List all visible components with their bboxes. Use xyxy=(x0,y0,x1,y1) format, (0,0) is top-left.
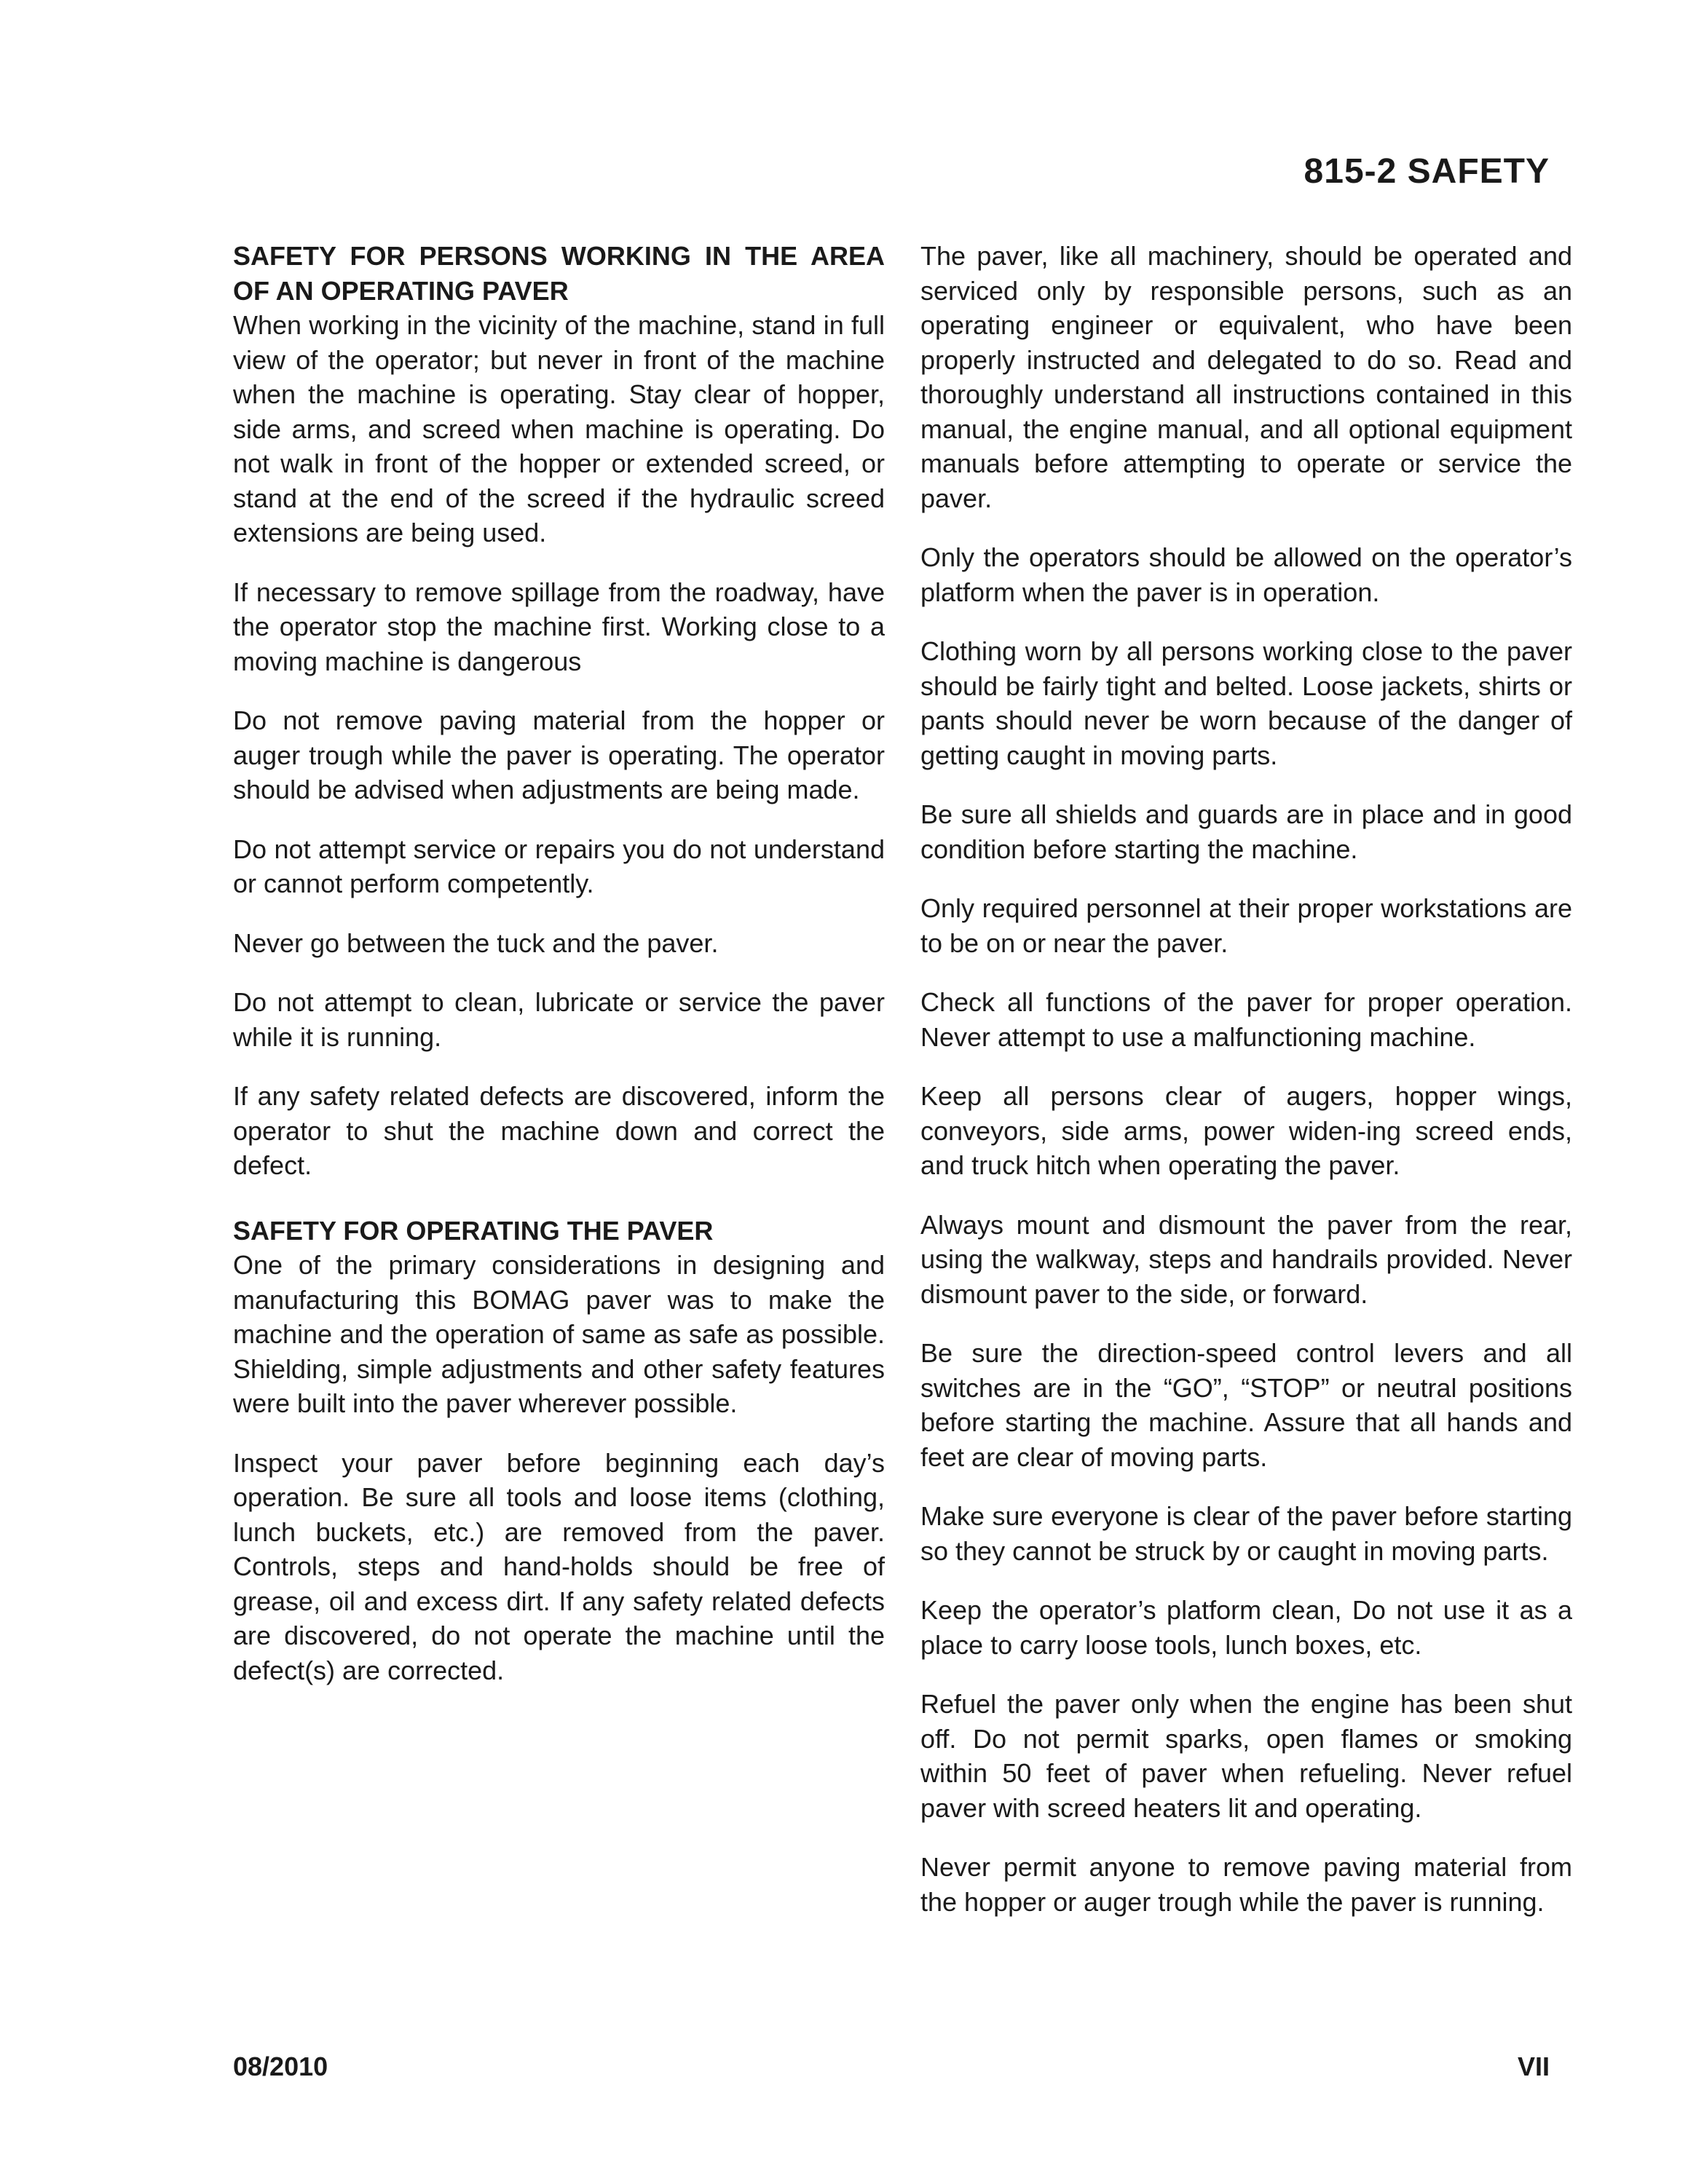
paragraph: Make sure everyone is clear of the paver before starting so they cannot be struck by or caught in moving parts. xyxy=(920,1501,1572,1566)
paragraph: Refuel the paver only when the engine has been shut off. Do not permit sparks, open flames or smoking within 50 feet of paver when refueling. Never refuel paver with screed heaters lit and operating. xyxy=(920,1689,1572,1823)
paragraph: Only the operators should be allowed on the operator’s platform when the paver is in operation. xyxy=(920,542,1572,607)
paragraph: Never go between the tuck and the paver. xyxy=(233,927,719,958)
right-column xyxy=(920,239,1572,1944)
section-heading-operating: SAFETY FOR OPERATING THE PAVER xyxy=(233,1215,714,1246)
paragraph: Inspect your paver before beginning each day’s operation. Be sure all tools and loose items (clothing, lunch buckets, etc.) are removed from the paver. Controls, steps and hand-holds should be free of grease, oil and excess dirt. If any safety related defects are discovered, do not operate the machine until the defect(s) are corrected. xyxy=(233,1447,885,1685)
paragraph: Always mount and dismount the paver from the rear, using the walkway, steps and handrails provided. Never dismount paver to the side, or forward. xyxy=(920,1209,1572,1309)
paragraph: Clothing worn by all persons working close to the paver should be fairly tight and belted. Loose jackets, shirts or pants should never be worn because of the danger of getting caught in moving parts. xyxy=(920,636,1572,770)
paragraph: Do not attempt to clean, lubricate or service the paver while it is running. xyxy=(233,987,885,1052)
paragraph: Keep the operator’s platform clean, Do not use it as a place to carry loose tools, lunch boxes, etc. xyxy=(920,1595,1572,1660)
paragraph: When working in the vicinity of the machine, stand in full view of the operator; but never in front of the machine when the machine is operating. Stay clear of hopper, side arms, and screed when machine is operating. Do not walk in front of the hopper or extended screed, or stand at the end of the screed if the hydraulic screed extensions are being used. xyxy=(233,310,885,547)
paragraph: Be sure all shields and guards are in place and in good condition before starting the machine. xyxy=(920,799,1572,864)
paragraph: Keep all persons clear of augers, hopper wings, conveyors, side arms, power widen-ing screed ends, and truck hitch when operating the paver. xyxy=(920,1081,1572,1180)
section-heading-persons: SAFETY FOR PERSONS WORKING IN THE AREA OF AN OPERATING PAVER xyxy=(233,241,885,306)
paragraph: The paver, like all machinery, should be operated and serviced only by responsible persons, such as an operating engineer or equivalent, who have been properly instructed and delegated to do so. Read and thoroughly understand all instructions contained in this manual, the engine manual, and all optional equipment manuals before attempting to operate or service the paver. xyxy=(920,241,1572,513)
paragraph: One of the primary considerations in designing and manufacturing this BOMAG paver was to make the machine and the operation of same as safe as possible. Shielding, simple adjustments and other safety features were built into the paver wherever possible. xyxy=(233,1250,885,1418)
footer-date: 08/2010 xyxy=(233,2052,328,2081)
paragraph: Check all functions of the paver for proper operation. Never attempt to use a malfunctioning machine. xyxy=(920,987,1572,1052)
paragraph: Do not attempt service or repairs you do not understand or cannot perform competently. xyxy=(233,834,885,898)
paragraph: If any safety related defects are discovered, inform the operator to shut the machine down and correct the defect. xyxy=(233,1081,885,1180)
paragraph: If necessary to remove spillage from the roadway, have the operator stop the machine first. Working close to a moving machine is dangerous xyxy=(233,577,885,676)
paragraph: Never permit anyone to remove paving material from the hopper or auger trough while the paver is running. xyxy=(920,1852,1572,1917)
paragraph: Only required personnel at their proper workstations are to be on or near the paver. xyxy=(920,893,1572,958)
left-column xyxy=(233,239,885,1712)
footer-page-number: VII xyxy=(1517,2052,1550,2081)
page-header-title: 815-2 SAFETY xyxy=(1304,152,1550,191)
paragraph: Be sure the direction-speed control levers and all switches are in the “GO”, “STOP” or neutral positions before starting the machine. Assure that all hands and feet are clear of moving parts. xyxy=(920,1338,1572,1472)
paragraph: Do not remove paving material from the hopper or auger trough while the paver is operating. The operator should be advised when adjustments are being made. xyxy=(233,705,885,804)
